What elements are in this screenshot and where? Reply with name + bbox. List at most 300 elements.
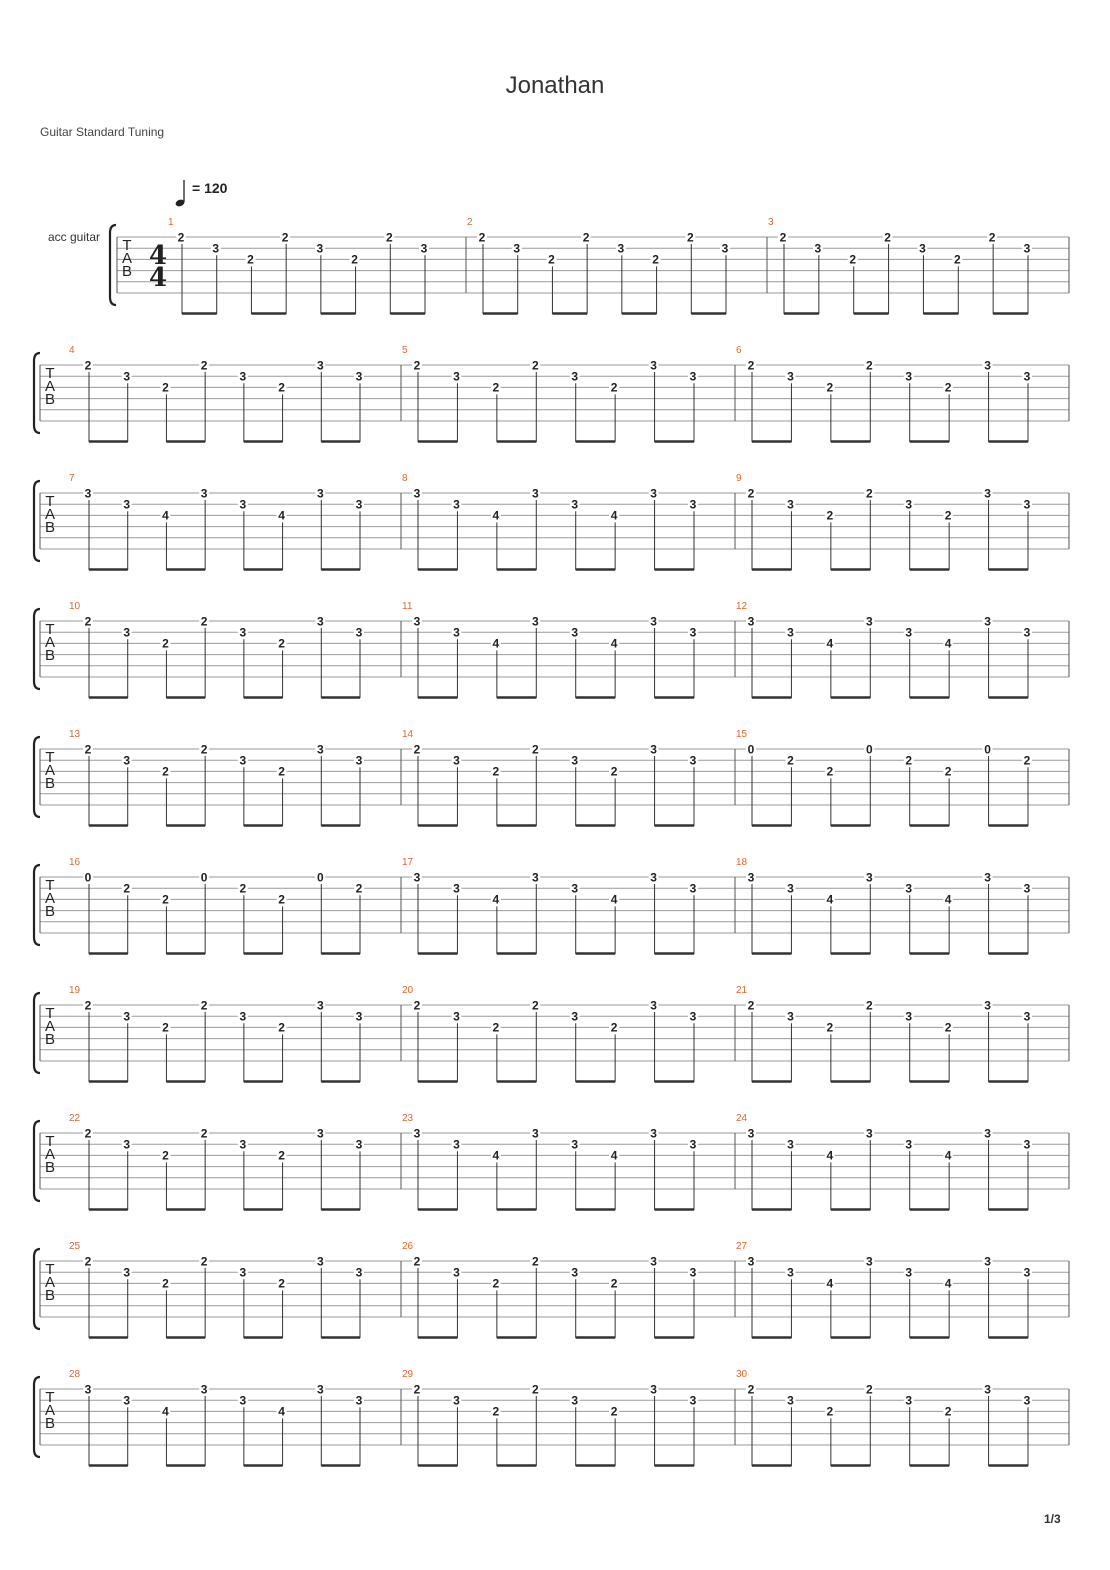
fret-number: 3 [123,753,131,768]
fret-number: 4 [610,636,618,651]
tab-letter: T [45,1261,55,1278]
fret-number: 3 [123,625,131,640]
fret-number: 3 [984,486,991,501]
tab-letter: B [44,391,56,408]
fret-number: 3 [1023,241,1031,256]
fret-number: 4 [610,508,618,523]
fret-number: 3 [513,241,521,256]
fret-number: 2 [865,358,873,373]
fret-number: 3 [212,241,220,256]
measure-number: 11 [402,601,413,612]
fret-number: 4 [492,508,500,523]
measure-number: 15 [736,729,748,740]
tab-letter: T [45,1389,55,1406]
fret-number: 2 [162,1148,169,1163]
measure-number: 22 [69,1113,81,1124]
fret-number: 2 [610,764,618,779]
fret-number: 2 [84,742,92,757]
fret-number: 2 [413,1254,421,1269]
fret-number: 2 [865,1382,873,1397]
measure-number: 4 [69,345,75,356]
fret-number: 2 [84,358,92,373]
fret-number: 3 [239,625,247,640]
measure-number: 1 [168,217,174,228]
tab-letter: A [44,1146,56,1163]
measure-number: 6 [736,345,742,356]
fret-number: 3 [689,369,697,384]
fret-number: 4 [492,636,500,651]
fret-number: 2 [944,1020,952,1035]
fret-number: 2 [610,1404,618,1419]
fret-number: 3 [865,614,873,629]
system-bracket [34,1249,40,1329]
fret-number: 3 [865,870,873,885]
fret-number: 3 [747,1254,755,1269]
fret-number: 2 [686,230,694,245]
fret-number: 3 [905,1137,913,1152]
fret-number: 3 [721,241,729,256]
fret-number: 3 [905,369,913,384]
fret-number: 3 [689,1009,697,1024]
tab-letter: B [44,519,56,536]
fret-number: 3 [123,497,131,512]
fret-number: 2 [826,1404,834,1419]
fret-number: 3 [453,1393,460,1408]
fret-number: 3 [650,742,657,757]
fret-number: 3 [200,486,208,501]
fret-number: 3 [905,881,913,896]
system-bracket [34,1121,40,1201]
tuning-label: Guitar Standard Tuning [40,125,165,139]
fret-number: 3 [919,241,926,256]
fret-number: 3 [531,614,539,629]
fret-number: 3 [650,870,657,885]
fret-number: 2 [281,230,289,245]
fret-number: 3 [571,1265,579,1280]
fret-number: 3 [905,625,913,640]
fret-number: 3 [865,1126,873,1141]
fret-number: 3 [453,1009,460,1024]
measure-number: 17 [402,857,414,868]
time-signature-top: 4 [148,241,168,271]
fret-number: 2 [177,230,185,245]
fret-number: 2 [849,252,857,267]
measure-number: 29 [402,1369,414,1380]
instrument-name: acc guitar [48,230,101,244]
fret-number: 3 [787,881,794,896]
fret-number: 3 [316,486,324,501]
fret-number: 3 [123,1137,131,1152]
fret-number: 4 [278,508,285,523]
fret-number: 2 [239,881,247,896]
fret-number: 2 [478,230,486,245]
fret-number: 3 [453,1265,460,1280]
fret-number: 3 [200,1382,208,1397]
fret-number: 2 [123,881,131,896]
fret-number: 3 [905,1265,913,1280]
fret-number: 3 [689,753,697,768]
measure-number: 13 [69,729,81,740]
tab-letter: B [121,263,133,280]
fret-number: 2 [278,764,285,779]
fret-number: 2 [779,230,787,245]
fret-number: 3 [650,1382,657,1397]
fret-number: 3 [355,1265,363,1280]
fret-number: 3 [355,1137,363,1152]
tab-letter: B [44,1415,56,1432]
fret-number: 3 [123,1393,131,1408]
song-title: Jonathan [505,72,605,99]
measure-number: 23 [402,1113,414,1124]
fret-number: 2 [826,764,834,779]
fret-number: 3 [123,1265,131,1280]
fret-number: 2 [351,252,358,267]
system-bracket [34,865,40,945]
tab-letter: A [44,1402,56,1419]
fret-number: 2 [278,380,285,395]
measure-number: 27 [736,1241,748,1252]
fret-number: 3 [453,881,460,896]
fret-number: 3 [905,1393,913,1408]
fret-number: 0 [865,742,873,757]
fret-number: 2 [582,230,590,245]
fret-number: 2 [531,998,539,1013]
fret-number: 4 [826,892,834,907]
fret-number: 3 [316,241,324,256]
time-signature-bottom: 4 [148,263,168,293]
fret-number: 2 [944,380,952,395]
fret-number: 3 [984,1126,991,1141]
tab-letter: A [44,634,56,651]
measure-number: 3 [768,217,774,228]
fret-number: 3 [650,486,657,501]
measure-number: 12 [736,601,748,612]
fret-number: 3 [413,1126,421,1141]
fret-number: 3 [650,358,657,373]
fret-number: 3 [531,486,539,501]
fret-number: 3 [355,753,363,768]
measure-number: 21 [736,985,748,996]
fret-number: 3 [355,369,363,384]
fret-number: 2 [826,508,834,523]
fret-number: 3 [571,753,579,768]
fret-number: 3 [747,870,755,885]
fret-number: 4 [944,892,952,907]
fret-number: 3 [453,625,460,640]
fret-number: 3 [453,369,460,384]
fret-number: 3 [787,1265,794,1280]
fret-number: 3 [617,241,625,256]
fret-number: 3 [571,1009,579,1024]
fret-number: 3 [689,1393,697,1408]
fret-number: 2 [84,1126,92,1141]
fret-number: 0 [747,742,755,757]
tab-letter: T [45,365,55,382]
fret-number: 3 [84,1382,92,1397]
fret-number: 2 [84,1254,92,1269]
tab-letter: B [44,903,56,920]
fret-number: 2 [531,1254,539,1269]
fret-number: 3 [239,369,247,384]
fret-number: 2 [905,753,913,768]
fret-number: 3 [747,614,755,629]
fret-number: 3 [689,1265,697,1280]
tab-letter: B [44,1159,56,1176]
tab-letter: T [45,493,55,510]
fret-number: 3 [984,614,991,629]
measure-number: 20 [402,985,414,996]
fret-number: 3 [1023,881,1031,896]
fret-number: 3 [123,1009,131,1024]
fret-number: 2 [747,358,755,373]
fret-number: 2 [200,1254,208,1269]
fret-number: 3 [355,497,363,512]
measure-number: 9 [736,473,742,484]
fret-number: 0 [316,870,324,885]
fret-number: 2 [953,252,961,267]
tab-letter: A [44,890,56,907]
fret-number: 4 [492,1148,500,1163]
fret-number: 3 [571,1137,579,1152]
fret-number: 3 [650,1254,657,1269]
fret-number: 3 [571,497,579,512]
fret-number: 3 [1023,1009,1031,1024]
fret-number: 2 [200,1126,208,1141]
fret-number: 3 [420,241,428,256]
tab-letter: T [45,749,55,766]
fret-number: 4 [492,892,500,907]
fret-number: 3 [865,1254,873,1269]
measure-number: 28 [69,1369,81,1380]
measure-number: 2 [467,217,473,228]
fret-number: 2 [162,380,169,395]
tab-letter: T [122,237,132,254]
system-bracket [34,1377,40,1457]
fret-number: 4 [826,1276,834,1291]
fret-number: 3 [531,870,539,885]
fret-number: 2 [413,1382,421,1397]
fret-number: 2 [652,252,659,267]
fret-number: 4 [944,636,952,651]
system-bracket [34,993,40,1073]
fret-number: 3 [984,998,991,1013]
fret-number: 4 [826,636,834,651]
fret-number: 4 [610,892,618,907]
fret-number: 3 [689,1137,697,1152]
fret-number: 2 [826,380,834,395]
fret-number: 2 [492,1020,500,1035]
fret-number: 3 [905,1009,913,1024]
fret-number: 3 [650,614,657,629]
fret-number: 3 [571,369,579,384]
fret-number: 2 [385,230,393,245]
fret-number: 3 [239,753,247,768]
fret-number: 2 [988,230,996,245]
measure-number: 25 [69,1241,81,1252]
fret-number: 3 [413,486,421,501]
fret-number: 3 [787,1009,794,1024]
fret-number: 2 [610,1020,618,1035]
fret-number: 3 [316,742,324,757]
fret-number: 2 [492,1276,500,1291]
fret-number: 2 [610,380,618,395]
fret-number: 3 [689,881,697,896]
fret-number: 3 [239,1393,247,1408]
fret-number: 2 [492,764,500,779]
fret-number: 3 [747,1126,755,1141]
fret-number: 3 [984,1254,991,1269]
fret-number: 3 [984,1382,991,1397]
system-bracket [110,225,116,305]
measure-number: 26 [402,1241,414,1252]
fret-number: 3 [453,1137,460,1152]
fret-number: 3 [650,998,657,1013]
tab-letter: A [121,250,133,267]
fret-number: 3 [571,881,579,896]
tab-letter: B [44,647,56,664]
fret-number: 3 [689,625,697,640]
measure-number: 24 [736,1113,748,1124]
fret-number: 4 [944,1276,952,1291]
fret-number: 4 [826,1148,834,1163]
fret-number: 2 [826,1020,834,1035]
fret-number: 2 [944,508,952,523]
system-bracket [34,609,40,689]
fret-number: 2 [162,764,169,779]
fret-number: 2 [413,742,421,757]
fret-number: 3 [650,1126,657,1141]
fret-number: 3 [905,497,913,512]
fret-number: 3 [787,1137,794,1152]
fret-number: 2 [200,742,208,757]
fret-number: 3 [355,625,363,640]
tab-letter: T [45,621,55,638]
fret-number: 3 [787,625,794,640]
fret-number: 2 [200,614,208,629]
measure-number: 19 [69,985,81,996]
fret-number: 3 [355,1009,363,1024]
fret-number: 3 [531,1126,539,1141]
fret-number: 2 [865,486,873,501]
fret-number: 4 [162,1404,169,1419]
fret-number: 3 [316,998,324,1013]
fret-number: 2 [247,252,254,267]
measure-number: 8 [402,473,408,484]
fret-number: 2 [944,764,952,779]
fret-number: 3 [571,1393,579,1408]
fret-number: 3 [1023,1137,1031,1152]
system-bracket [34,737,40,817]
fret-number: 3 [239,1265,247,1280]
fret-number: 3 [84,486,92,501]
fret-number: 0 [200,870,208,885]
fret-number: 2 [747,998,755,1013]
fret-number: 0 [984,742,991,757]
tab-letter: B [44,1287,56,1304]
fret-number: 3 [355,1393,363,1408]
fret-number: 3 [571,625,579,640]
tab-letter: A [44,1018,56,1035]
tab-letter: B [44,1031,56,1048]
system-bracket [34,481,40,561]
fret-number: 3 [787,1393,794,1408]
measure-number: 10 [69,601,81,612]
tempo-marking: = 120 [192,180,228,196]
fret-number: 3 [787,369,794,384]
fret-number: 2 [162,1276,169,1291]
fret-number: 2 [162,1020,169,1035]
fret-number: 2 [162,892,169,907]
fret-number: 4 [944,1148,952,1163]
fret-number: 3 [413,614,421,629]
fret-number: 3 [239,1137,247,1152]
fret-number: 3 [316,1254,324,1269]
page-number: 1/3 [1044,1512,1061,1526]
fret-number: 2 [531,358,539,373]
fret-number: 2 [84,614,92,629]
fret-number: 2 [531,1382,539,1397]
fret-number: 3 [1023,1265,1031,1280]
fret-number: 3 [316,1382,324,1397]
fret-number: 2 [492,1404,500,1419]
tab-letter: A [44,1274,56,1291]
fret-number: 3 [689,497,697,512]
fret-number: 3 [316,358,324,373]
fret-number: 0 [84,870,92,885]
fret-number: 2 [162,636,169,651]
tab-letter: A [44,762,56,779]
fret-number: 2 [278,892,285,907]
fret-number: 3 [453,497,460,512]
measure-number: 14 [402,729,414,740]
fret-number: 3 [984,358,991,373]
fret-number: 3 [814,241,822,256]
tab-letter: T [45,1133,55,1150]
fret-number: 2 [787,753,794,768]
fret-number: 2 [747,1382,755,1397]
fret-number: 3 [1023,369,1031,384]
fret-number: 3 [1023,497,1031,512]
fret-number: 2 [413,998,421,1013]
measure-number: 18 [736,857,748,868]
fret-number: 2 [413,358,421,373]
fret-number: 2 [200,998,208,1013]
fret-number: 2 [747,486,755,501]
fret-number: 3 [413,870,421,885]
fret-number: 2 [492,380,500,395]
fret-number: 2 [531,742,539,757]
fret-number: 4 [278,1404,285,1419]
fret-number: 2 [200,358,208,373]
fret-number: 3 [1023,1393,1031,1408]
fret-number: 2 [278,1020,285,1035]
fret-number: 4 [162,508,169,523]
fret-number: 3 [239,1009,247,1024]
system-bracket [34,353,40,433]
fret-number: 3 [1023,625,1031,640]
fret-number: 2 [944,1404,952,1419]
fret-number: 3 [316,1126,324,1141]
fret-number: 2 [865,998,873,1013]
measure-number: 30 [736,1369,748,1380]
tab-letter: T [45,1005,55,1022]
measure-number: 16 [69,857,81,868]
fret-number: 2 [610,1276,618,1291]
fret-number: 3 [316,614,324,629]
fret-number: 2 [278,1276,285,1291]
fret-number: 4 [610,1148,618,1163]
fret-number: 3 [984,870,991,885]
